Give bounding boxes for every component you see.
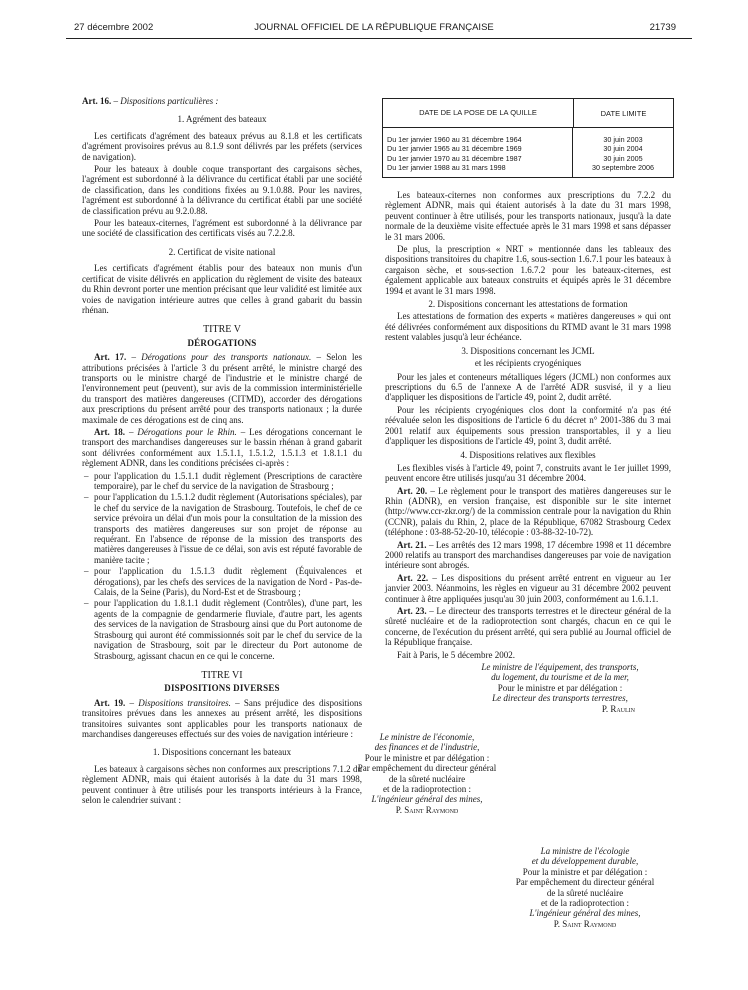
paragraph: Pour les bateaux-citernes, l'agrément est subordonné à la délivrance par une société de classification des certificats visés au 7.2.2.8. — [82, 218, 362, 239]
section-title: 4. Dispositions relatives aux flexibles — [460, 450, 596, 461]
table-body — [383, 128, 673, 177]
art18-list — [82, 471, 362, 661]
article-20: Art. 20. – Le règlement pour le transport des matières dangereuses sur le Rhin (ADNR), en version française, est disponible sur le site internet (http://www.ccr-zkr.org/) de la commission centrale pour la navigation du Rhin (CCNR), palais du Rhin, 2, place de la République, 67082 Strasbourg Cedex (téléphone : 03-88-52-20-10, télécopie : 03-88-32-10-72). — [385, 485, 672, 538]
table-cell: Du 1er janvier 1960 au 31 décembre 1964 — [387, 135, 522, 144]
paragraph: Pour les récipients cryogéniques clos dont la conformité n'a pas été réévaluée selon les dispositions de l'article 6 du décret n° 2001-386 du 3 mai 2001 relatif aux équipements sous pression transportables, il y a lieu d'appliquer les dispositions de l'article 49, point 3, dudit arrêté. — [385, 404, 671, 446]
table-header — [383, 99, 673, 128]
section-title: 1. Agrément des bateaux — [177, 114, 267, 125]
paragraph: Pour les bateaux à double coque transportant des cargaisons sèches, l'agrément est subordonné à la délivrance du certificat établi par une société de classification, dans les conditions fixées au 9.1.0.88. Pour les navires, l'agrément est subordonné à la délivrance du certificat établi par une société de classification prévu au 9.2.0.88. — [82, 164, 362, 216]
list-item: – pour l'application du 1.5.1.2 dudit règlement (Autorisations spéciales), par le chef du service de la navigation de Strasbourg. Toutefois, le chef de ce service prévoira un délai d'un mois pour la consultation de la mission des transports des matières dangereuses sur son projet de réponse au requérant. En l'absence de réponse de la mission des transports des matières dangereuses à l'issue de ce délai, son avis est réputé favorable de manière tacite ; — [82, 492, 362, 565]
section-title: 3. Dispositions concernant les JCML — [461, 345, 595, 356]
table-cell: Du 1er janvier 1988 au 31 mars 1998 — [387, 163, 506, 173]
table-cell: Du 1er janvier 1965 au 31 décembre 1969 — [387, 144, 522, 154]
titre-v-subtitle: DÉROGATIONS — [187, 337, 257, 348]
section-title: et les récipients cryogéniques — [474, 358, 582, 369]
paragraph: De plus, la prescription « NRT » mentionnée dans les tableaux des dispositions transitoires du chapitre 1.6, sous-section 1.6.7.1 pour les bateaux à cargaison sèche, et sous-section 1.6.7.2 pour les bateaux-citernes, est également applicable aux bateaux construits et équipés après le 31 décembre 1994 et avant le 31 mars 1998. — [385, 244, 671, 296]
article-18: Art. 18. – Dérogations pour le Rhin. – Les dérogations concernant le transport des marchandises dangereuses sur le bassin rhénan à grand gabarit sont délivrées conformément aux 1.5.1.1, 1.5.1.2, 1.5.1.3 et 1.8.1.1 du règlement ADNR, dans les conditions précisées ci-après : — [82, 426, 363, 469]
page-header — [0, 22, 748, 38]
quille-table — [382, 98, 674, 178]
issue-date: 27 décembre 2002 — [74, 22, 154, 33]
table-cell: 30 juin 2003 — [603, 135, 643, 144]
article-22: Art. 22. – Les dispositions du présent arrêté entrent en vigueur au 1er janvier 2003. Néanmoins, les règles en vigueur au 31 décembre 2002 peuvent continuer à être appliquées jusqu'au 30 juin 2003, conformément au 1.6.1.1. — [385, 572, 671, 604]
section-title: 2. Certificat de visite national — [168, 246, 276, 257]
paragraph: Les certificats d'agrément des bateaux prévus au 8.1.8 et les certificats d'agrément provisoires prévus au 8.1.9 sont délivrés par les préfets (services de navigation). — [82, 130, 362, 162]
titre-vi: TITRE VI — [201, 669, 243, 681]
signature-block: Le ministre de l'économie, des finances et de l'industrie, Pour le ministre et par délégation : Par empêchement du directeur général de la sûreté nucléaire et de la radioprotection : L'ingénieur général des mines, P. Saint Raymond — [357, 732, 497, 815]
header-rule — [66, 38, 692, 39]
table-cell: 30 juin 2004 — [603, 144, 643, 154]
list-item: – pour l'application du 1.8.1.1 dudit règlement (Contrôles), d'une part, les agents de la compagnie de gendarmerie fluviale, d'autre part, les agents des services de la navigation de Strasbourg ainsi que du Port autonome de Strasbourg qui auront été commissionnés soit par le chef du service de la navigation de Strasbourg, soit par le directeur du Port autonome de Strasbourg, agissant chacun en ce qui le concerne. — [82, 598, 362, 660]
journal-title: JOURNAL OFFICIEL DE LA RÉPUBLIQUE FRANÇAISE — [254, 22, 494, 33]
paragraph: Les attestations de formation des experts « matières dangereuses » qui ont été délivrées conformément aux dispositions du RTMD avant le 31 mars 1998 restent valables jusqu'à leur échéance. — [385, 311, 671, 343]
article-16: Art. 16. – Dispositions particulières : — [82, 96, 219, 106]
signature-block: La ministre de l'écologie et du développement durable, Pour la ministre et par délégation : Par empêchement du directeur général de la sûreté nucléaire et de la radioprotection : L'ingénieur général des mines, P. Saint Raymond — [515, 846, 655, 929]
article-19: Art. 19. – Dispositions transitoires. – Sans préjudice des dispositions transitoires prévues dans les annexes au présent arrêté, les dispositions transitoires suivantes sont applicables pour les transports nationaux de marchandises dangereuses effectués sur des voies de navigation intérieure : — [82, 697, 363, 739]
list-item: – pour l'application du 1.5.1.1 dudit règlement (Prescriptions de caractère temporaire), par le chef du service de la navigation de Strasbourg ; — [82, 471, 362, 492]
article-17: Art. 17. – Dérogations pour des transports nationaux. – Selon les attributions précisées à l'article 3 du présent arrêté, le ministre chargé des transports ou le ministre chargé de l'industrie et le ministre chargé de l'environnement peut (peuvent), sur avis de la commission interministérielle du transport des matières dangereuses (CITMD), accorder des dérogations aux prescriptions du présent arrêté pour des transports nationaux ; la durée maximale de ces dérogations est de cinq ans. — [82, 352, 363, 425]
titre-v: TITRE V — [203, 324, 241, 336]
paragraph: Les bateaux-citernes non conformes aux prescriptions du 7.2.2 du règlement ADNR, mais qui étaient autorisés à la date du 31 mars 1998, peuvent continuer à être utilisés, pour les transports nationaux, jusqu'à la date normale de la deuxième visite effectuée après le 31 mars 1998 et sans dépasser le 31 mars 2006. — [385, 190, 671, 242]
section-title: 2. Dispositions concernant les attestations de formation — [428, 299, 628, 310]
column-header: DATE DE LA POSE DE LA QUILLE — [383, 99, 574, 127]
list-item: – pour l'application du 1.5.1.3 dudit règlement (Équivalences et dérogations), par les chefs des services de la navigation de Nord - Pas-de-Calais, de la Seine (Paris), du Nord-Est et de Strasbourg ; — [82, 566, 362, 597]
right-column — [385, 190, 671, 714]
titre-vi-subtitle: DISPOSITIONS DIVERSES — [164, 683, 280, 694]
signature-block: Le ministre de l'équipement, des transports, du logement, du tourisme et de la mer, Pour le ministre et par délégation : Le directeur des transports terrestres, P. Raulin — [481, 662, 639, 714]
paragraph: Les certificats d'agrément établis pour des bateaux non munis d'un certificat de visite délivrés en application du règlement de visite des bateaux du Rhin devront porter une mention précisant que leur validité est limitée aux voies de navigation intérieure autres que celles à grand gabarit du bassin rhénan. — [82, 263, 362, 315]
article-21: Art. 21. – Les arrêtés des 12 mars 1998, 17 décembre 1998 et 11 décembre 2000 relatifs au transport des marchandises dangereuses par voie de navigation intérieure sont abrogés. — [385, 539, 671, 571]
left-column — [82, 96, 362, 807]
paragraph: Pour les jales et conteneurs métalliques légers (JCML) non conformes aux prescriptions du 6.5 de l'annexe A de l'arrêté ADR susvisé, il y a lieu d'appliquer les dispositions de l'article 49, point 2, dudit arrêté. — [385, 371, 671, 403]
paragraph: Les flexibles visés à l'article 49, point 7, construits avant le 1er juillet 1999, peuvent encore être utilisés jusqu'au 31 décembre 2004. — [385, 462, 671, 484]
table-cell: Du 1er janvier 1970 au 31 décembre 1987 — [387, 153, 522, 163]
table-cell: 30 juin 2005 — [603, 153, 643, 163]
section-title: 1. Dispositions concernant les bateaux — [152, 747, 292, 758]
done-at: Fait à Paris, le 5 décembre 2002. — [397, 649, 515, 660]
paragraph: Les bateaux à cargaisons sèches non conformes aux prescriptions 7.1.2 du règlement ADNR, mais qui étaient autorisés à la date du 31 mars 1998, peuvent continuer à être utilisés pour les transports intérieurs à la France, selon le calendrier suivant : — [82, 763, 362, 805]
column-header: DATE LIMITE — [600, 108, 647, 118]
article-23: Art. 23. – Le directeur des transports terrestres et le directeur général de la sûreté nucléaire et de la radioprotection sont chargés, chacun en ce qui le concerne, de l'exécution du présent arrêté, qui sera publié au Journal officiel de la République française. — [385, 606, 671, 648]
page-number: 21739 — [649, 22, 676, 33]
table-cell: 30 septembre 2006 — [592, 163, 654, 173]
